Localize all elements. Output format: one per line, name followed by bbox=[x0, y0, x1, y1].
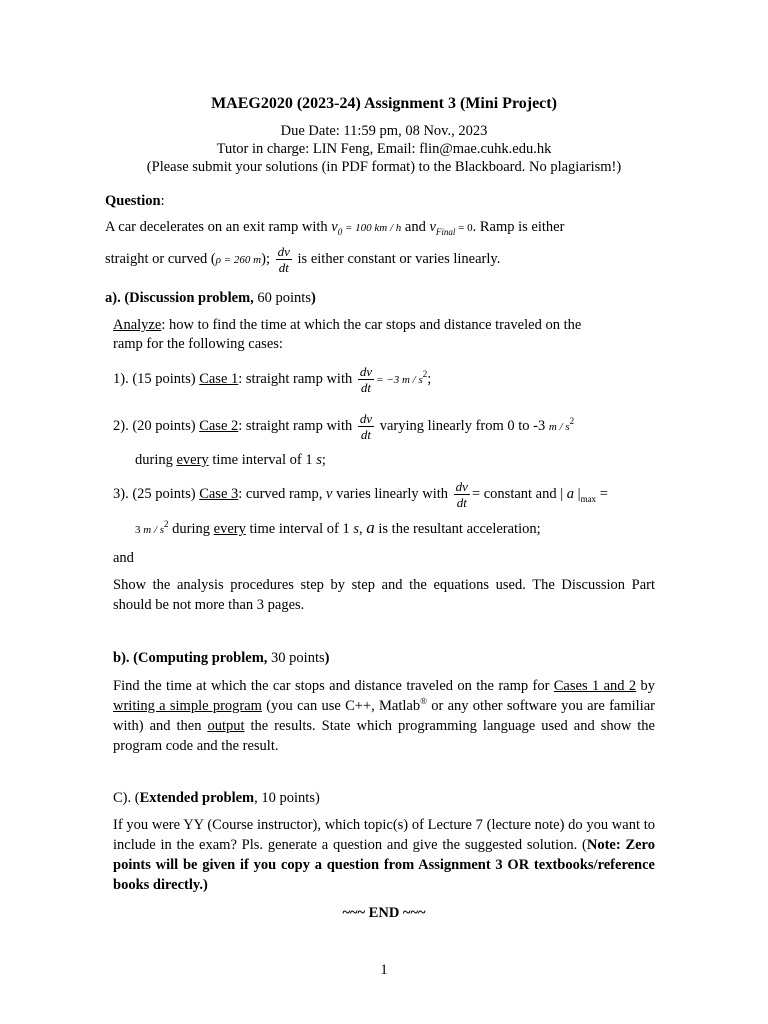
case-3-line-2: 3 m / $s^2$ during every time interval of 1 s, a is the resultant acceleration; bbox=[135, 518, 541, 537]
case-1: 1). (15 points) Case 1: straight ramp with $\frac{dv}{dt}$ = −3 m / $s^2$; bbox=[113, 364, 432, 396]
case-2-line-2: during every time interval of 1 s; bbox=[135, 452, 326, 468]
question-heading: Question: bbox=[105, 193, 165, 209]
part-b-body: Find the time at which the car stops and distance traveled on the ramp for Cases 1 and 2 by writing a simple program (you can use C++, Matlab® or any other software you are familiar with) and then output the results. State which programming language used and show the program code and the result. bbox=[113, 678, 656, 754]
case-3: 3). (25 points) Case 3: curved ramp, v varies linearly with $\frac{dv}{dt}$ = constant and | a $|_{max}$ = bbox=[113, 479, 608, 511]
case-2: 2). (20 points) Case 2: straight ramp with $\frac{dv}{dt}$ varying linearly from 0 to -3 m / $s^2$ bbox=[113, 411, 575, 443]
analyze-line-1: Analyze: how to find the time at which the car stops and distance traveled on the bbox=[113, 317, 582, 333]
question-line-2: straight or curved (ρ = 260 m); $\frac{dv}{dt}$ is either constant or varies linearly. bbox=[105, 244, 501, 276]
part-c-body: If you were YY (Course instructor), which topic(s) of Lecture 7 (lecture note) do you want to include in the exam? Pls. generate a question and give the suggested solution. (Note: Zero points will be given if you copy a question from Assignment 3 OR textbooks/reference books directly.) bbox=[113, 817, 655, 893]
and-text: and bbox=[113, 550, 134, 566]
due-date: Due Date: 11:59 pm, 08 Nov., 2023 bbox=[280, 123, 488, 139]
part-a-heading: a). (Discussion problem, 60 points) bbox=[105, 290, 316, 306]
discussion-instructions: Show the analysis procedures step by step and the equations used. The Discussion Part should be not more than 3 pages. bbox=[113, 577, 655, 613]
dv-dt-fraction: $\frac{dv}{dt}$ bbox=[277, 244, 290, 276]
part-c-heading: C). (Extended problem, 10 points) bbox=[113, 790, 320, 806]
analyze-line-2: ramp for the following cases: bbox=[113, 336, 283, 352]
document-title: MAEG2020 (2023-24) Assignment 3 (Mini Project) bbox=[211, 95, 557, 112]
page-number: 1 bbox=[380, 962, 388, 978]
end-marker: ~~~ END ~~~ bbox=[342, 905, 426, 921]
submission-note: (Please submit your solutions (in PDF format) to the Blackboard. No plagiarism!) bbox=[146, 159, 622, 175]
part-b-heading: b). (Computing problem, 30 points) bbox=[113, 650, 330, 666]
tutor-info: Tutor in charge: LIN Feng, Email: flin@mae.cuhk.edu.hk bbox=[216, 141, 552, 157]
question-line-1: A car decelerates on an exit ramp with $v_0 = 100$ km / h and $v_{Final} = 0$. Ramp is either bbox=[105, 219, 565, 237]
